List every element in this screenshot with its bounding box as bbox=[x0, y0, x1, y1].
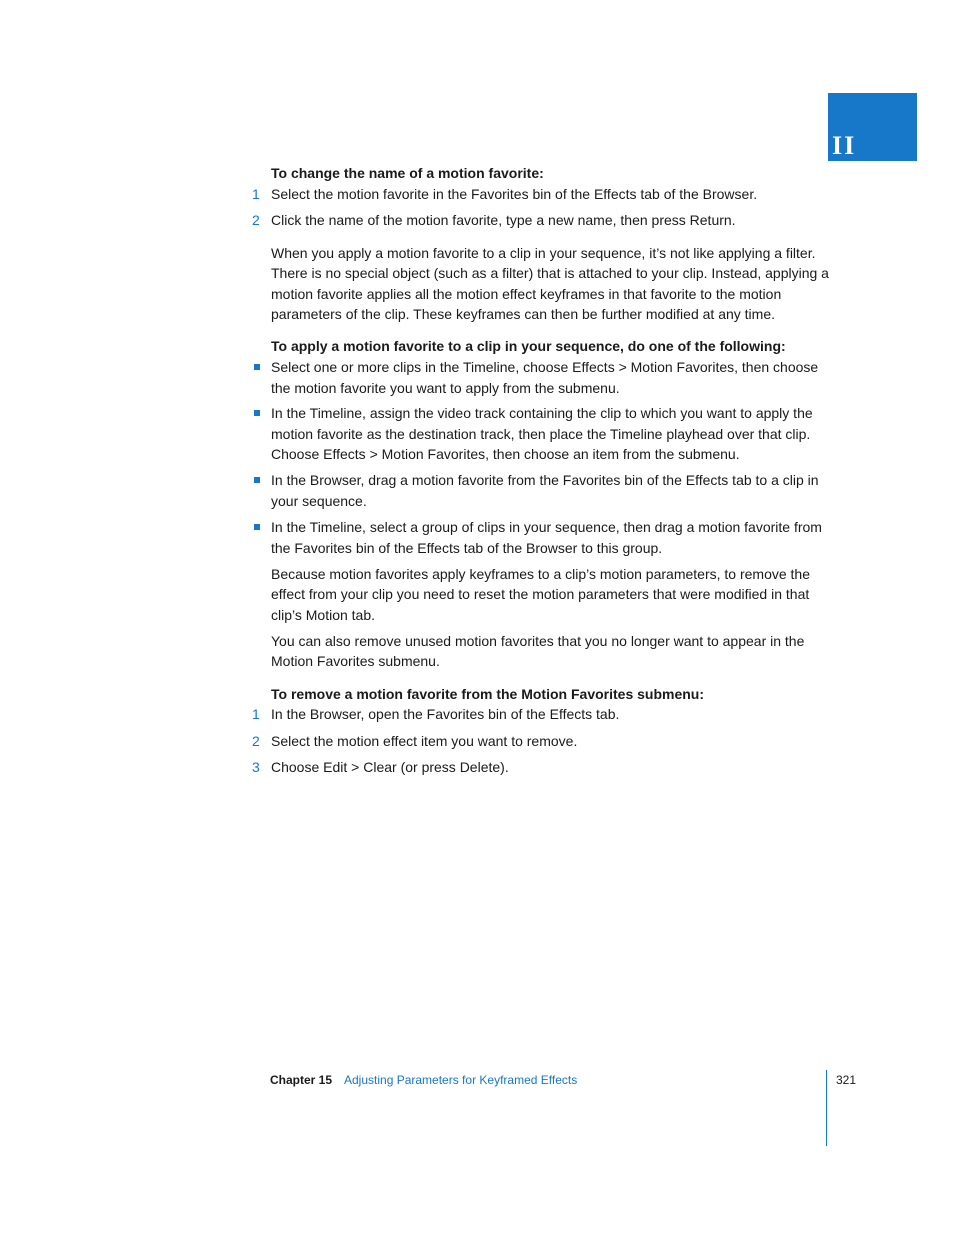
footer-chapter-title: Adjusting Parameters for Keyframed Effects bbox=[344, 1073, 578, 1087]
step-number: 2 bbox=[252, 733, 260, 749]
body-paragraph: Because motion favorites apply keyframes to a clip’s motion parameters, to remove the effect from your clip you need to reset the motion parameters that were modified in that clip’s Motion tab. bbox=[271, 566, 810, 623]
footer-chapter-label: Chapter 15 bbox=[270, 1073, 333, 1087]
step-text: Select the motion effect item you want to remove. bbox=[271, 733, 578, 749]
section-heading-rename: To change the name of a motion favorite: bbox=[271, 165, 544, 181]
section-heading-remove: To remove a motion favorite from the Motion Favorites submenu: bbox=[271, 686, 705, 702]
body-paragraph: You can also remove unused motion favorites that you no longer want to appear in the Motion Favorites submenu. bbox=[271, 633, 805, 670]
bullet-marker bbox=[254, 524, 260, 530]
step-text: In the Browser, open the Favorites bin of the Effects tab. bbox=[271, 706, 620, 722]
bullet-item: Select one or more clips in the Timeline, choose Effects > Motion Favorites, then choose the motion favorite you want to apply from the submenu. bbox=[271, 359, 819, 396]
step-text: Choose Edit > Clear (or press Delete). bbox=[271, 759, 509, 775]
section-heading-apply: To apply a motion favorite to a clip in your sequence, do one of the following: bbox=[271, 338, 786, 354]
step-number: 3 bbox=[252, 759, 260, 775]
bullet-marker bbox=[254, 364, 260, 370]
step-text: Select the motion favorite in the Favorites bin of the Effects tab of the Browser. bbox=[271, 186, 758, 202]
step-text: Click the name of the motion favorite, type a new name, then press Return. bbox=[271, 212, 736, 228]
bullet-item: In the Browser, drag a motion favorite from the Favorites bin of the Effects tab to a clip in your sequence. bbox=[271, 472, 819, 509]
bullet-item: In the Timeline, select a group of clips in your sequence, then drag a motion favorite from the Favorites bin of the Effects tab of the Browser to this group. bbox=[271, 519, 822, 556]
body-paragraph: When you apply a motion favorite to a clip in your sequence, it’s not like applying a filter. There is no special object (such as a filter) that is attached to your clip. Instead, applying a motion favorite applies all the motion effect keyframes in that favorite to the motion parameters of the clip. These keyframes can then be further modified at any time. bbox=[271, 245, 829, 322]
step-number: 2 bbox=[252, 212, 260, 228]
bullet-marker bbox=[254, 410, 260, 416]
part-tab bbox=[828, 93, 917, 161]
footer-divider bbox=[826, 1070, 827, 1146]
step-number: 1 bbox=[252, 186, 260, 202]
part-tab-label: II bbox=[832, 131, 857, 160]
step-number: 1 bbox=[252, 706, 260, 722]
page-number: 321 bbox=[836, 1073, 857, 1087]
bullet-marker bbox=[254, 477, 260, 483]
bullet-item: In the Timeline, assign the video track containing the clip to which you want to apply the motion favorite as the destination track, then place the Timeline playhead over that clip. Choose Effects > Motion Favorites, then choose an item from the submenu. bbox=[271, 405, 813, 462]
